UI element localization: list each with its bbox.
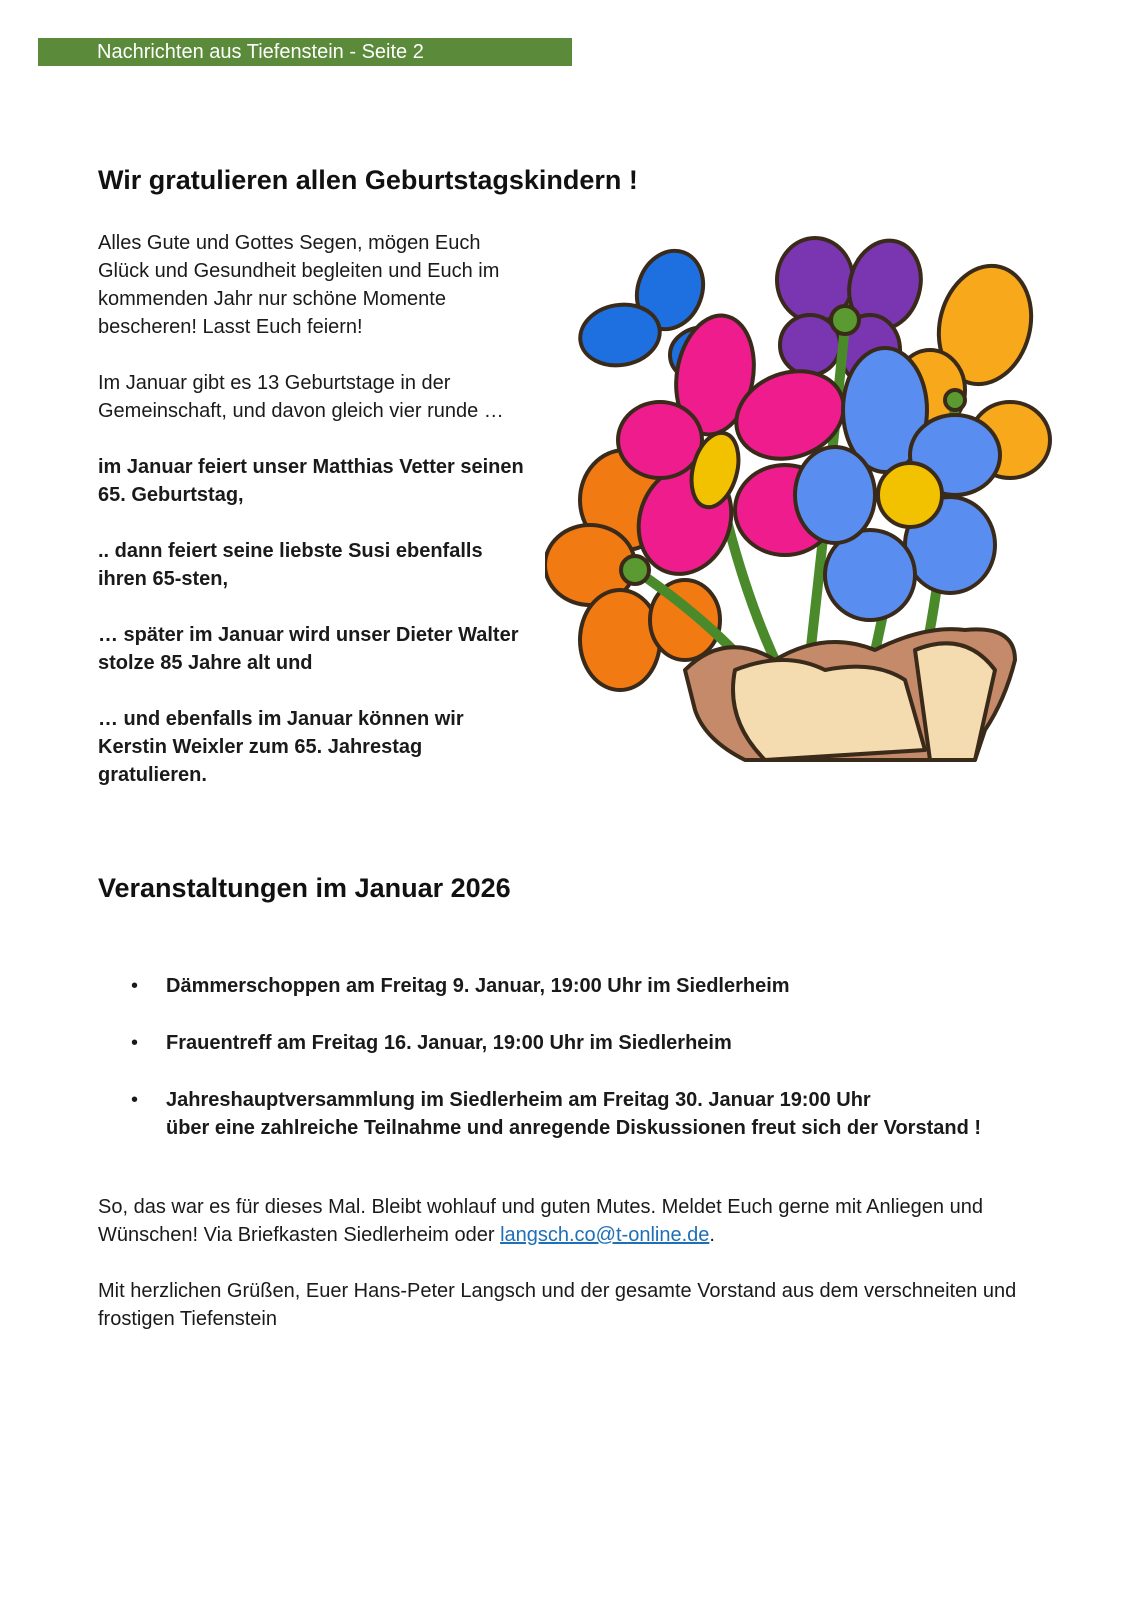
birthday-intro: Alles Gute und Gottes Segen, mögen Euch Glück und Gesundheit begleiten und Euch im kommenden Jahr nur schöne Momente bescheren! Lasst Euch feiern!: [98, 232, 500, 338]
bullet: •: [131, 975, 139, 997]
events-heading: Veranstaltungen im Januar 2026: [98, 873, 511, 903]
closing-section: [98, 1193, 1058, 1361]
birthday-text-column: [98, 229, 528, 817]
bullet: •: [131, 1089, 139, 1111]
header-title: Nachrichten aus Tiefenstein - Seite 2: [97, 41, 424, 63]
header-bar: [38, 38, 572, 66]
birthday-item: … später im Januar wird unser Dieter Walter stolze 85 Jahre alt und: [98, 624, 519, 674]
event-item: [98, 972, 1058, 1000]
events-list: [98, 972, 1058, 1171]
event-text: Dämmerschoppen am Freitag 9. Januar, 19:00 Uhr im Siedlerheim: [166, 975, 790, 997]
closing-period: .: [709, 1224, 715, 1246]
event-text: Jahreshauptversammlung im Siedlerheim am Freitag 30. Januar 19:00 Uhr: [166, 1089, 871, 1111]
closing-text: So, das war es für dieses Mal. Bleibt wohlauf und guten Mutes. Meldet Euch gerne mit Anliegen und Wünschen! Via Briefkasten Siedlerheim oder: [98, 1196, 983, 1246]
closing-paragraph: [98, 1193, 1058, 1249]
birthday-count-text: Im Januar gibt es 13 Geburtstage in der Gemeinschaft, und davon gleich vier runde …: [98, 372, 504, 422]
signature: Mit herzlichen Grüßen, Euer Hans-Peter Langsch und der gesamte Vorstand aus dem verschneiten und frostigen Tiefenstein: [98, 1280, 1017, 1330]
birthday-item: im Januar feiert unser Matthias Vetter seinen 65. Geburtstag,: [98, 456, 524, 506]
flower-bouquet-icon: [545, 230, 1075, 780]
event-item: [98, 1086, 1058, 1142]
bullet: •: [131, 1032, 139, 1054]
birthday-item: .. dann feiert seine liebste Susi ebenfalls ihren 65-sten,: [98, 540, 483, 590]
birthday-item: … und ebenfalls im Januar können wir Kerstin Weixler zum 65. Jahrestag gratulieren.: [98, 708, 464, 786]
event-item: [98, 1029, 1058, 1057]
event-text-line2: über eine zahlreiche Teilnahme und anregende Diskussionen freut sich der Vorstand !: [166, 1117, 982, 1139]
email-link[interactable]: langsch.co@t-online.de: [500, 1224, 710, 1246]
birthday-heading: Wir gratulieren allen Geburtstagskindern !: [98, 165, 638, 195]
event-text: Frauentreff am Freitag 16. Januar, 19:00 Uhr im Siedlerheim: [166, 1032, 732, 1054]
